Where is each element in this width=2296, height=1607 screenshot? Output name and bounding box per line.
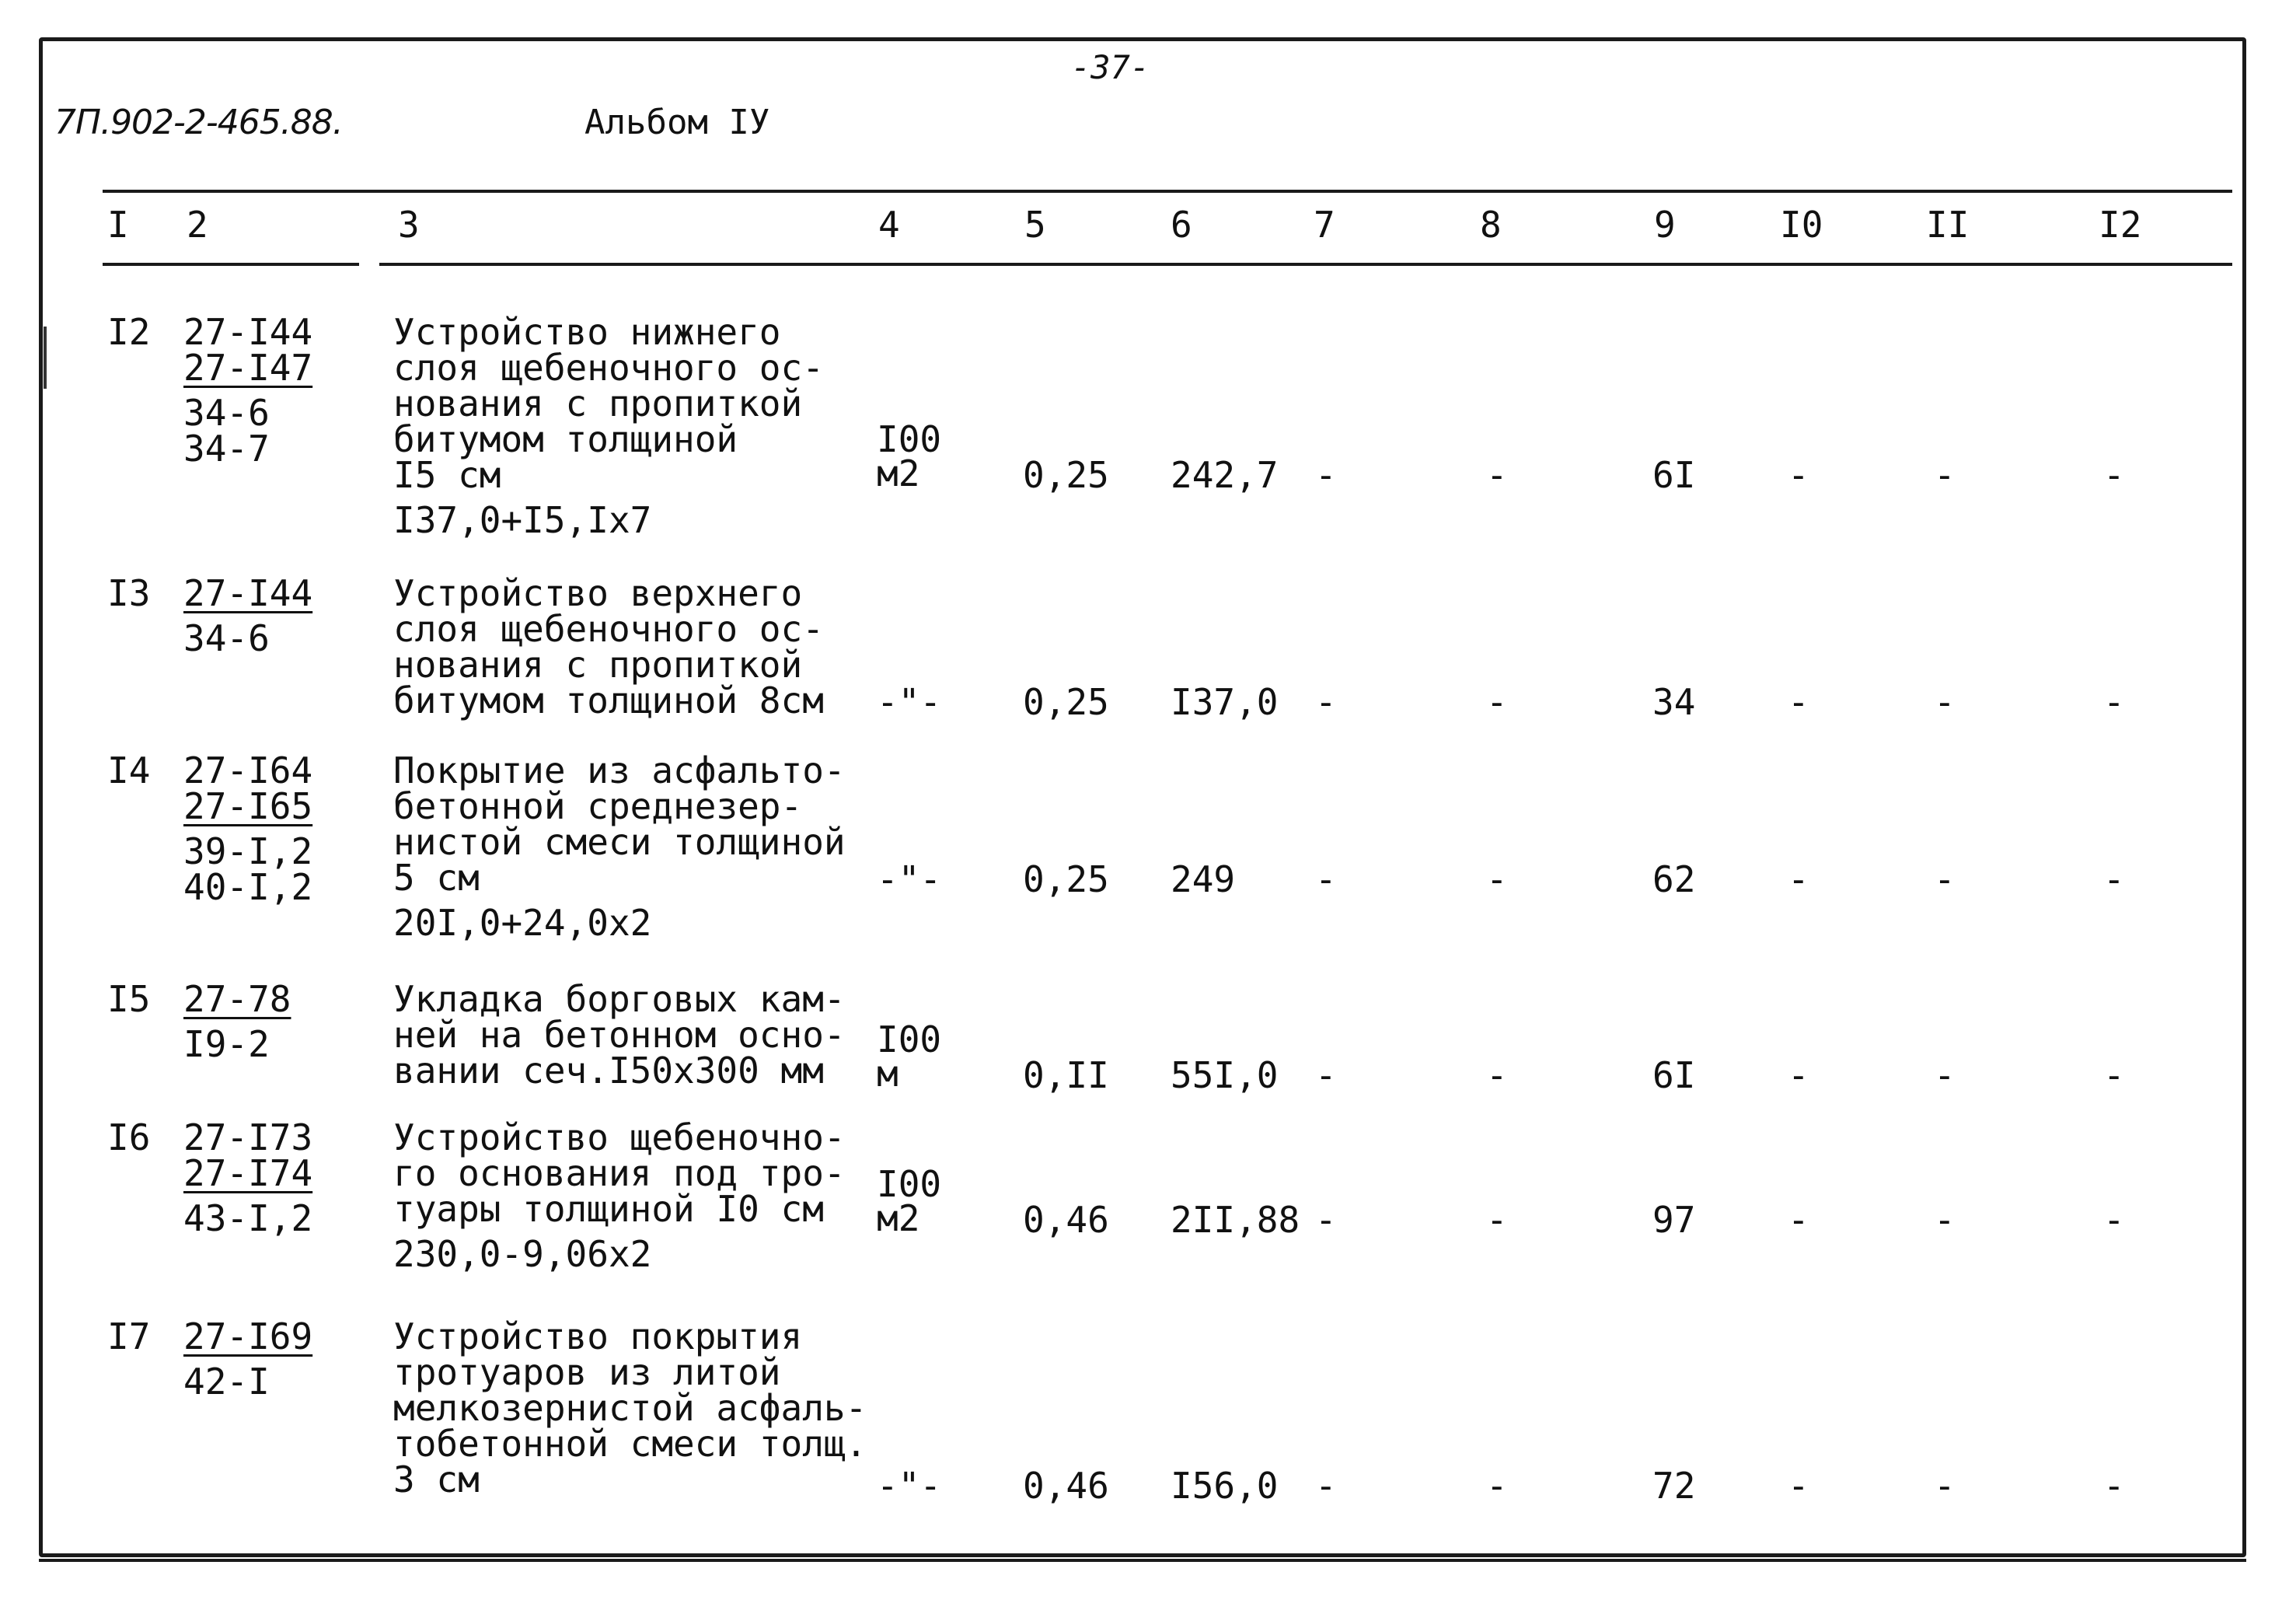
work-description-line: нования с пропиткой: [393, 383, 803, 424]
work-description-line: бетонной среднезер-: [393, 785, 803, 827]
header-bottom-rule-right: [379, 263, 2232, 266]
work-description-line: слоя щебеночного ос-: [393, 347, 824, 389]
row-number: I3: [107, 572, 151, 614]
work-description-line: 3 см: [393, 1459, 480, 1500]
margin-mark: [44, 327, 47, 389]
column-10-value: -: [1788, 858, 1809, 900]
work-description-line: битумом толщиной 8см: [393, 679, 824, 721]
column-8-value: -: [1486, 1465, 1508, 1507]
unit-line: м: [877, 1053, 899, 1095]
header-bottom-rule-left: [103, 263, 359, 266]
unit-value: -"-: [877, 858, 942, 900]
column-10-value: -: [1788, 1465, 1809, 1507]
cost-value: 242,7: [1171, 454, 1279, 496]
price-code: 40-I,2: [183, 866, 313, 908]
price-code: 39-I,2: [183, 830, 313, 872]
column-9-value: 34: [1652, 681, 1696, 723]
column-11-value: -: [1934, 454, 1956, 496]
price-code: 34-7: [183, 428, 270, 470]
work-description-line: слоя щебеночного ос-: [393, 608, 824, 650]
column-9-value: 62: [1652, 858, 1696, 900]
quantity-formula: 230,0-9,06x2: [393, 1233, 652, 1275]
price-code: I9-2: [183, 1023, 270, 1065]
price-code: 43-I,2: [183, 1197, 313, 1239]
column-header-2: 2: [187, 204, 208, 246]
row-number: I4: [107, 749, 151, 791]
column-11-value: -: [1934, 681, 1956, 723]
column-header-10: I0: [1780, 204, 1823, 246]
page-number: -37-: [1071, 48, 1150, 86]
quantity-value: 0,46: [1023, 1465, 1109, 1507]
column-9-value: 6I: [1652, 454, 1696, 496]
work-description-line: Укладка борговых кам-: [393, 978, 846, 1020]
column-header-9: 9: [1654, 204, 1676, 246]
norm-code: 27-I74: [183, 1152, 313, 1194]
column-8-value: -: [1486, 454, 1508, 496]
cost-value: I56,0: [1171, 1465, 1279, 1507]
work-description-line: тобетонной смеси толщ.: [393, 1423, 867, 1465]
work-description-line: туары толщиной I0 см: [393, 1188, 824, 1230]
column-8-value: -: [1486, 1054, 1508, 1096]
column-12-value: -: [2103, 1465, 2125, 1507]
column-header-11: II: [1926, 204, 1970, 246]
column-7-value: -: [1315, 1199, 1337, 1241]
work-description-line: тротуаров из литой: [393, 1351, 781, 1393]
unit-line: I00: [877, 1018, 942, 1060]
work-description-line: Покрытие из асфальто-: [393, 749, 846, 791]
column-11-value: -: [1934, 1054, 1956, 1096]
column-10-value: -: [1788, 681, 1809, 723]
cost-value: 249: [1171, 858, 1236, 900]
column-header-8: 8: [1480, 204, 1502, 246]
column-11-value: -: [1934, 1199, 1956, 1241]
work-description-line: Устройство покрытия: [393, 1315, 803, 1357]
work-description-line: го основания под тро-: [393, 1152, 846, 1194]
work-description-line: нования с пропиткой: [393, 644, 803, 686]
column-12-value: -: [2103, 454, 2125, 496]
column-7-value: -: [1315, 858, 1337, 900]
quantity-value: 0,25: [1023, 454, 1109, 496]
norm-code: 27-I64: [183, 749, 313, 791]
norm-code: 27-I44: [183, 311, 313, 353]
work-description-line: 5 см: [393, 857, 480, 899]
quantity-value: 0,25: [1023, 681, 1109, 723]
cost-value: 2II,88: [1171, 1199, 1300, 1241]
work-description-line: мелкозернистой асфаль-: [393, 1387, 867, 1429]
column-11-value: -: [1934, 858, 1956, 900]
column-10-value: -: [1788, 454, 1809, 496]
norm-code: 27-I47: [183, 347, 313, 389]
column-7-value: -: [1315, 1465, 1337, 1507]
column-header-7: 7: [1314, 204, 1335, 246]
column-8-value: -: [1486, 681, 1508, 723]
norm-code: 27-78: [183, 978, 291, 1020]
column-header-6: 6: [1171, 204, 1192, 246]
cost-value: I37,0: [1171, 681, 1279, 723]
column-header-5: 5: [1024, 204, 1046, 246]
norm-code: 27-I65: [183, 785, 313, 827]
unit-line: м2: [877, 452, 920, 494]
column-7-value: -: [1315, 681, 1337, 723]
norm-code: 27-I44: [183, 572, 313, 614]
unit-line: м2: [877, 1197, 920, 1239]
price-code: 34-6: [183, 392, 270, 434]
quantity-value: 0,25: [1023, 858, 1109, 900]
column-header-3: 3: [398, 204, 420, 246]
row-number: I7: [107, 1315, 151, 1357]
document-code: 7П.902-2-465.88.: [54, 103, 343, 142]
quantity-value: 0,46: [1023, 1199, 1109, 1241]
work-description-line: нистой смеси толщиной: [393, 821, 846, 863]
bottom-rule: [39, 1559, 2246, 1562]
quantity-formula: I37,0+I5,Ix7: [393, 499, 652, 541]
header-top-rule: [103, 190, 2232, 193]
column-7-value: -: [1315, 454, 1337, 496]
quantity-value: 0,II: [1023, 1054, 1109, 1096]
column-12-value: -: [2103, 681, 2125, 723]
work-description-line: битумом толщиной: [393, 418, 738, 460]
column-header-12: I2: [2099, 204, 2142, 246]
column-12-value: -: [2103, 1199, 2125, 1241]
cost-value: 55I,0: [1171, 1054, 1279, 1096]
column-header-4: 4: [878, 204, 900, 246]
column-header-1: I: [107, 204, 129, 246]
norm-code: 27-I69: [183, 1315, 313, 1357]
column-10-value: -: [1788, 1054, 1809, 1096]
column-9-value: 6I: [1652, 1054, 1696, 1096]
work-description-line: Устройство нижнего: [393, 311, 781, 353]
column-8-value: -: [1486, 1199, 1508, 1241]
unit-value: -"-: [877, 681, 942, 723]
column-8-value: -: [1486, 858, 1508, 900]
column-9-value: 97: [1652, 1199, 1696, 1241]
row-number: I5: [107, 978, 151, 1020]
column-9-value: 72: [1652, 1465, 1696, 1507]
column-7-value: -: [1315, 1054, 1337, 1096]
unit-line: I00: [877, 418, 942, 460]
unit-value: -"-: [877, 1465, 942, 1507]
column-11-value: -: [1934, 1465, 1956, 1507]
work-description-line: I5 см: [393, 454, 501, 496]
quantity-formula: 20I,0+24,0x2: [393, 902, 652, 944]
column-10-value: -: [1788, 1199, 1809, 1241]
price-code: 42-I: [183, 1361, 270, 1403]
work-description-line: Устройство щебеночно-: [393, 1116, 846, 1158]
column-12-value: -: [2103, 858, 2125, 900]
unit-line: I00: [877, 1163, 942, 1205]
column-12-value: -: [2103, 1054, 2125, 1096]
norm-code: 27-I73: [183, 1116, 313, 1158]
album-label: Альбом IУ: [584, 103, 770, 142]
work-description-line: вании сеч.I50x300 мм: [393, 1050, 824, 1092]
row-number: I6: [107, 1116, 151, 1158]
work-description-line: ней на бетонном осно-: [393, 1014, 846, 1056]
price-code: 34-6: [183, 617, 270, 659]
row-number: I2: [107, 311, 151, 353]
work-description-line: Устройство верхнего: [393, 572, 803, 614]
